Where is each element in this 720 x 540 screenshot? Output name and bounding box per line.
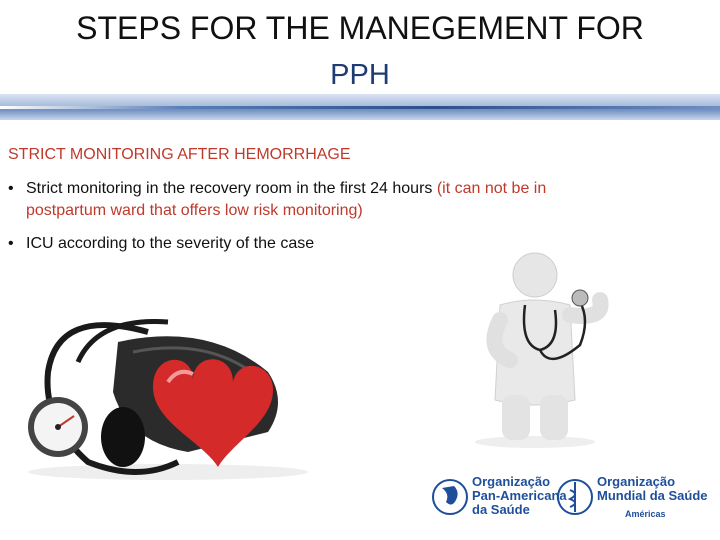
section-heading: STRICT MONITORING AFTER HEMORRHAGE bbox=[8, 146, 351, 163]
bullet-text: ICU according to the severity of the case bbox=[26, 235, 315, 252]
bullet-item-icu bbox=[8, 233, 314, 255]
bullet-dot: • bbox=[8, 235, 14, 252]
who-name-line1: Organização bbox=[597, 474, 676, 489]
blood-pressure-heart-illustration bbox=[18, 312, 318, 482]
who-logo bbox=[558, 474, 708, 519]
doctor-figure-illustration bbox=[440, 250, 655, 450]
paho-name-line1: Organização bbox=[472, 474, 551, 489]
organization-logos bbox=[430, 472, 710, 526]
bullet-highlight-part1: (it can not be in bbox=[436, 180, 547, 197]
paho-logo bbox=[433, 474, 567, 517]
who-name-line2: Mundial da Saúde bbox=[597, 488, 708, 503]
paho-name-line2: Pan-Americana bbox=[472, 488, 567, 503]
header-divider-bar bbox=[0, 94, 720, 120]
bullet-dot: • bbox=[8, 180, 14, 197]
bullet-item-recovery-room bbox=[8, 178, 708, 222]
who-emblem-icon bbox=[570, 482, 575, 512]
bullet-highlight-part2: postpartum ward that offers low risk monitoring) bbox=[26, 202, 363, 219]
slide-title-line1: STEPS FOR THE MANEGEMENT FOR bbox=[76, 10, 644, 46]
who-name-line3: Américas bbox=[625, 509, 666, 519]
paho-name-line3: da Saúde bbox=[472, 502, 530, 517]
globe-icon bbox=[442, 486, 458, 505]
bullet-text: Strict monitoring in the recovery room in the first 24 hours bbox=[26, 180, 433, 197]
slide-title-line2: PPH bbox=[330, 59, 390, 91]
